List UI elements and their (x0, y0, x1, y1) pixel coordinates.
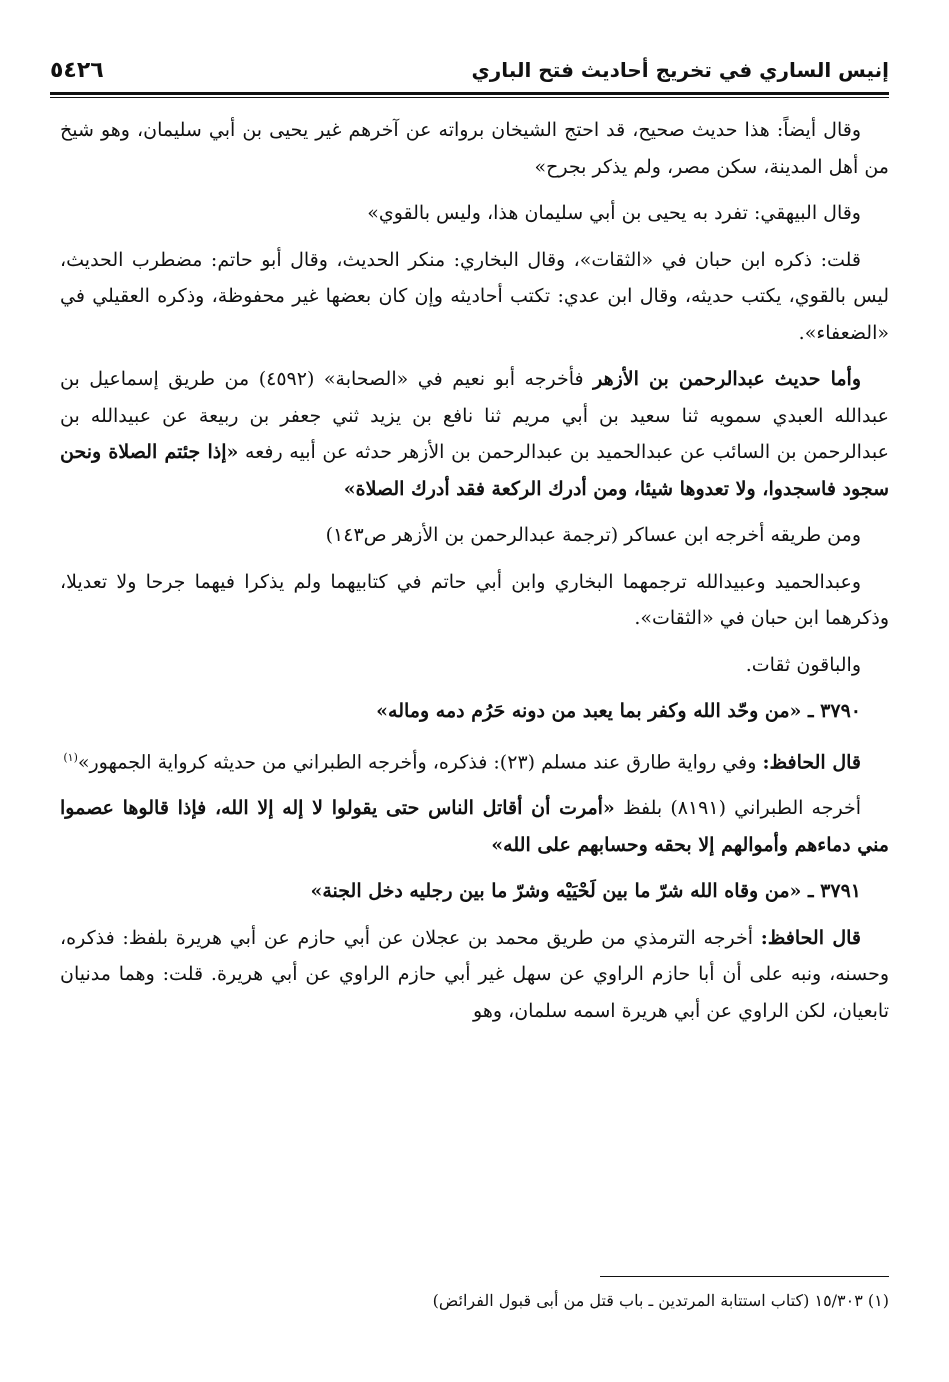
paragraph-p9 (60, 740, 889, 781)
text-segment: قلت: ذكره ابن حبان في «الثقات»، وقال البخاري: منكر الحديث، وقال أبو حاتم: مضطرب الحديث، ليس بالقوي، يكتب حديثه، وقال ابن عدي: تكتب أحاديثه وإن كان بعضها غير محفوظة، وذكره العقيلي في «الضعفاء». (60, 248, 889, 344)
paragraph-p10 (60, 790, 889, 863)
footnote: (١) ١٥/٣٠٣ (كتاب استتابة المرتدين ـ باب قتل من أبى قبول الفرائض) (432, 1291, 889, 1310)
text-segment: ومن طريقه أخرجه ابن عساكر (ترجمة عبدالرحمن بن الأزهر ص١٤٣) (325, 524, 861, 546)
main-text (60, 112, 889, 1039)
page-header (50, 50, 889, 90)
bold-text: «إذا جئتم الصلاة ونحن سجود فاسجدوا، ولا تعدوها شيئا، ومن أدرك الركعة فقد أدرك الصلاة» (60, 441, 889, 500)
paragraph-p11 (60, 873, 889, 910)
header-rule (50, 92, 889, 95)
text-segment: وقال أيضاً: هذا حديث صحيح، قد احتج الشيخان برواته عن آخرهم غير يحيى بن أبي سليمان، وهو شيخ من أهل المدينة، سكن مصر، ولم يذكر بجرح» (60, 119, 889, 178)
text-segment: وعبدالحميد وعبيدالله ترجمهما البخاري وابن أبي حاتم في كتابيهما ولم يذكرا فيهما جرحا ولا تعديلا، وذكرهما ابن حبان في «الثقات». (60, 570, 889, 629)
paragraph-p6 (60, 564, 889, 637)
paragraph-p12 (60, 920, 889, 1030)
bold-text: ٣٧٩٠ ـ «من وحّد الله وكفر بما يعبد من دونه حَرُم دمه وماله» (376, 700, 861, 722)
text-segment: وفي رواية طارق عند مسلم (٢٣): فذكره، وأخرجه الطبراني من حديثه كرواية الجمهور» (77, 750, 763, 773)
text-segment: والباقون ثقات. (745, 653, 861, 676)
paragraph-p5 (60, 517, 889, 554)
paragraph-p1 (60, 112, 889, 185)
text-segment: وقال البيهقي: تفرد به يحيى بن أبي سليمان هذا، وليس بالقوي» (367, 202, 861, 224)
paragraph-p7 (60, 647, 889, 684)
bold-text: «أمرت أن أقاتل الناس حتى يقولوا لا إله إلا الله، فإذا قالوها عصموا مني دماءهم وأموالهم إلا بحقه وحسابهم على الله» (60, 797, 889, 856)
text-segment: أخرجه الطبراني (٨١٩١) بلفظ (614, 797, 861, 820)
footnote-rule (600, 1276, 889, 1277)
paragraph-p2 (60, 195, 889, 232)
running-title: إنيس الساري في تخريج أحاديث فتح الباري (471, 58, 889, 82)
text-segment: أخرجه الترمذي من طريق محمد بن عجلان عن أبي حازم عن أبي هريرة بلفظ: فذكره، وحسنه، ونبه على أن أبا حازم الراوي عن سهل غير أبي حازم الراوي عن أبي هريرة. قلت: وهما مدنيان تابعيان، لكن الراوي عن أبي هريرة اسمه سلمان، وهو (60, 926, 889, 1022)
bold-text: وأما حديث عبدالرحمن بن الأزهر (593, 368, 862, 390)
header-rule-thin (50, 97, 889, 98)
footnote-marker: (١) (63, 750, 78, 764)
bold-text: ٣٧٩١ ـ «من وقاه الله شرّ ما بين لَحْيَيْه وشرّ ما بين رجليه دخل الجنة» (310, 880, 861, 903)
text-segment: فأخرجه أبو نعيم في «الصحابة» (٤٥٩٢) من طريق إسماعيل بن عبدالله العبدي سمويه ثنا سعيد بن أبي مريم ثنا نافع بن يزيد ثني جعفر بن ربيعة عن عبيدالله بن عبدالرحمن بن السائب عن عبدالحميد بن عبدالرحمن بن الأزهر حدثه عن أبيه رفعه (60, 368, 889, 463)
bold-text: قال الحافظ: (762, 750, 861, 773)
paragraph-p3 (60, 242, 889, 352)
page-number: ٥٤٢٦ (50, 57, 104, 83)
bold-text: قال الحافظ: (760, 926, 861, 949)
paragraph-p8 (60, 693, 889, 730)
paragraph-p4 (60, 361, 889, 507)
